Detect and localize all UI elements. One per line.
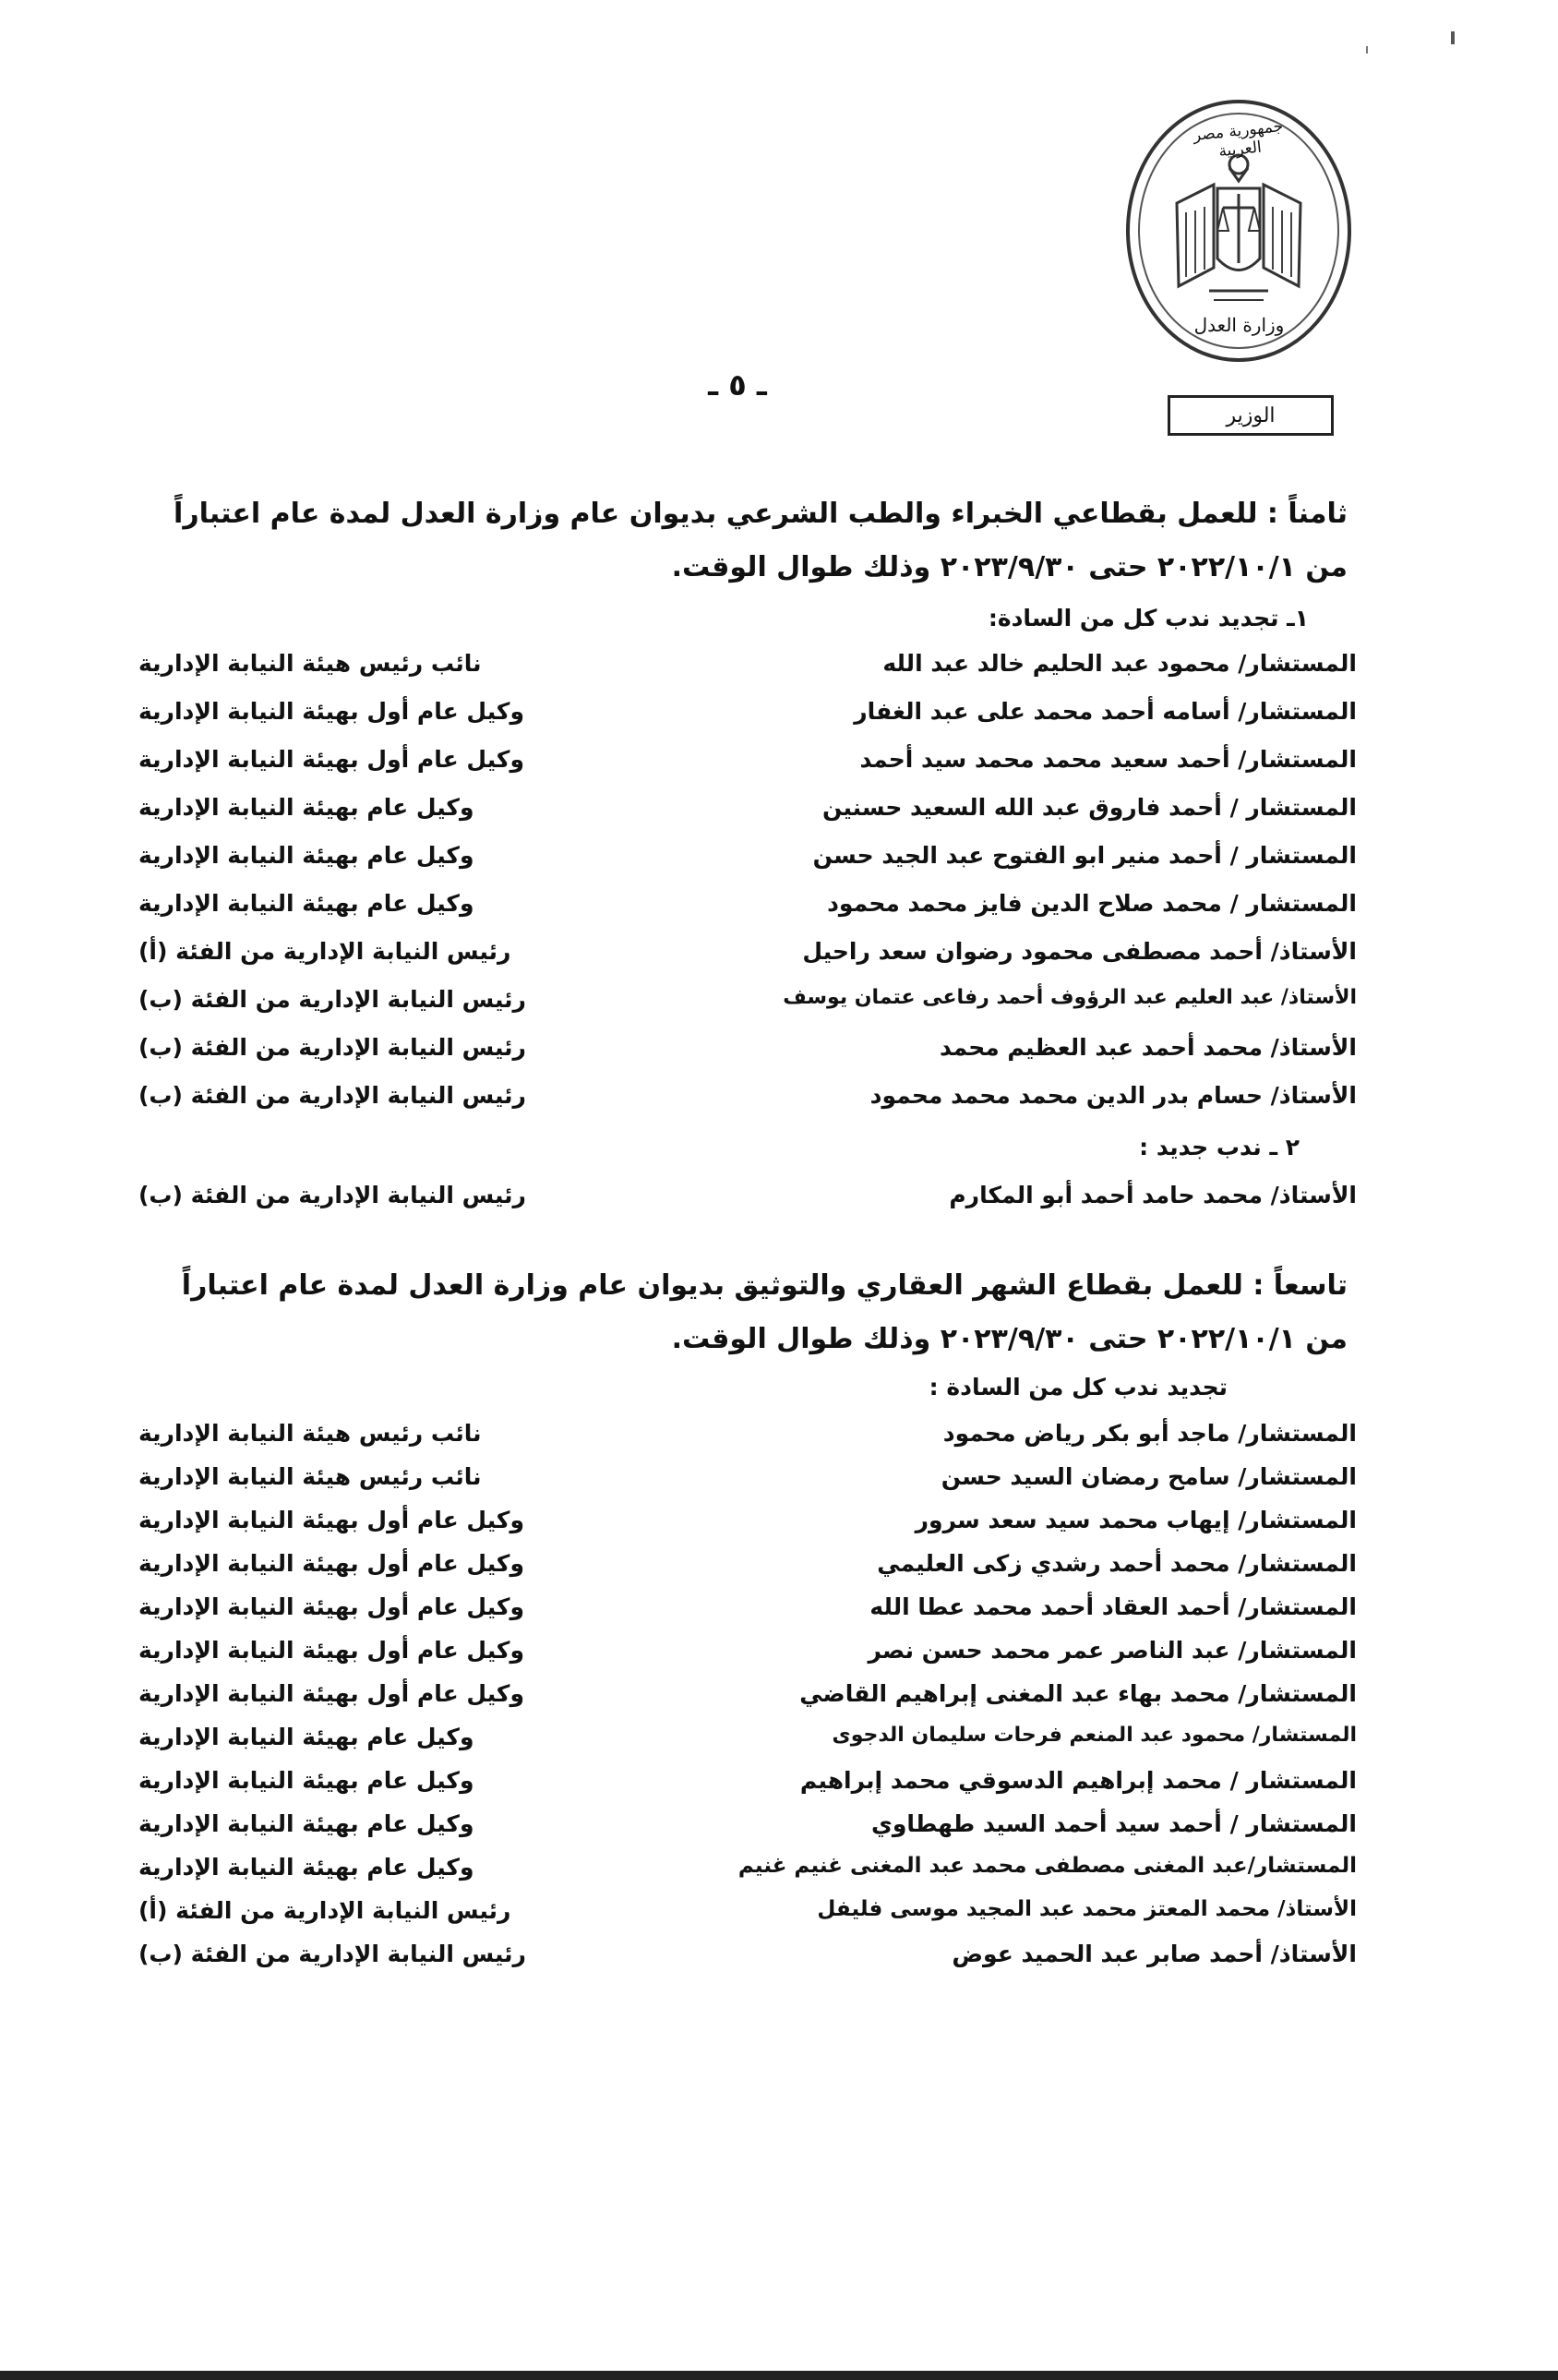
list-item: [120, 1507, 1357, 1549]
person-role: وكيل عام أول بهيئة النيابة الإدارية: [138, 1593, 524, 1620]
person-role: رئيس النيابة الإدارية من الفئة (ب): [138, 1941, 526, 1967]
person-name: المستشار/ إيهاب محمد سيد سعد سرور: [915, 1507, 1357, 1533]
person-name: الأستاذ/ عبد العليم عبد الرؤوف أحمد رفاعى عتمان يوسف: [783, 986, 1357, 1009]
person-name: المستشار/ محمود عبد المنعم فرحات سليمان الدجوى: [832, 1724, 1357, 1747]
scan-mark: [1366, 46, 1368, 54]
person-role: وكيل عام أول بهيئة النيابة الإدارية: [138, 1550, 524, 1577]
person-role: رئيس النيابة الإدارية من الفئة (أ): [138, 1897, 511, 1924]
person-role: رئيس النيابة الإدارية من الفئة (ب): [138, 986, 526, 1013]
person-name: الأستاذ/ حسام بدر الدين محمد محمد محمود: [869, 1082, 1357, 1109]
person-name: المستشار / محمد إبراهيم الدسوقي محمد إبراهيم: [799, 1767, 1357, 1794]
list-item: [120, 1593, 1357, 1636]
person-role: وكيل عام بهيئة النيابة الإدارية: [138, 1854, 474, 1881]
person-name: المستشار/ أسامه أحمد محمد على عبد الغفار: [854, 698, 1357, 725]
person-name: المستشار / أحمد فاروق عبد الله السعيد حسنين: [821, 794, 1357, 821]
person-name: الأستاذ/ أحمد صابر عبد الحميد عوض: [952, 1941, 1357, 1967]
list-item: [120, 1941, 1357, 1983]
minister-stamp: الوزير: [1168, 395, 1334, 436]
person-role: رئيس النيابة الإدارية من الفئة (ب): [138, 1034, 526, 1061]
section9-sub1: تجديد ندب كل من السادة :: [929, 1374, 1228, 1400]
list-item: [120, 1854, 1357, 1896]
section9-heading: [120, 1259, 1348, 1366]
seal-bottom-text: وزارة العدل: [1193, 314, 1285, 336]
section8-sub2: ٢ ـ ندب جديد :: [1139, 1134, 1300, 1160]
person-name: المستشار/ محمود عبد الحليم خالد عبد الله: [882, 650, 1357, 677]
person-name: الأستاذ/ محمد المعتز محمد عبد المجيد موسى فليفل: [817, 1897, 1357, 1921]
person-name: المستشار/ محمد أحمد رشدي زكى العليمي: [877, 1550, 1357, 1577]
person-role: وكيل عام بهيئة النيابة الإدارية: [138, 794, 474, 821]
list-item: [120, 698, 1357, 740]
list-item: [120, 794, 1357, 836]
person-name: الأستاذ/ محمد حامد أحمد أبو المكارم: [949, 1182, 1357, 1208]
list-item: [120, 1897, 1357, 1940]
person-role: رئيس النيابة الإدارية من الفئة (ب): [138, 1082, 526, 1109]
person-name: المستشار/ عبد الناصر عمر محمد حسن نصر: [868, 1637, 1357, 1664]
list-item: [120, 986, 1357, 1028]
section9-heading-line2: من ٢٠٢٢/١٠/١ حتى ٢٠٢٣/٩/٣٠ وذلك طوال الوقت.: [671, 1323, 1348, 1355]
person-role: نائب رئيس هيئة النيابة الإدارية: [138, 650, 482, 677]
list-item: [120, 1680, 1357, 1723]
section8-heading: [120, 487, 1348, 595]
person-name: المستشار / أحمد سيد أحمد السيد طهطاوي: [870, 1810, 1357, 1837]
person-role: وكيل عام بهيئة النيابة الإدارية: [138, 890, 474, 917]
person-role: نائب رئيس هيئة النيابة الإدارية: [138, 1463, 482, 1490]
list-item: [120, 746, 1357, 788]
list-item: [120, 1637, 1357, 1679]
list-item: [120, 1550, 1357, 1593]
seal-top-text: جمهورية مصر العربية: [1192, 117, 1285, 162]
person-role: رئيس النيابة الإدارية من الفئة (ب): [138, 1182, 526, 1208]
list-item: [120, 1420, 1357, 1462]
person-name: المستشار/ سامح رمضان السيد حسن: [941, 1463, 1357, 1490]
person-name: المستشار / أحمد منير ابو الفتوح عبد الجيد حسن: [812, 842, 1357, 869]
person-role: رئيس النيابة الإدارية من الفئة (أ): [138, 938, 511, 965]
person-name: الأستاذ/ أحمد مصطفى محمود رضوان سعد راحيل: [802, 938, 1357, 965]
person-role: وكيل عام أول بهيئة النيابة الإدارية: [138, 698, 524, 725]
person-name: الأستاذ/ محمد أحمد عبد العظيم محمد: [940, 1034, 1357, 1061]
person-name: المستشار/ أحمد العقاد أحمد محمد عطا الله: [869, 1593, 1357, 1620]
person-role: وكيل عام أول بهيئة النيابة الإدارية: [138, 746, 524, 773]
person-role: وكيل عام بهيئة النيابة الإدارية: [138, 1767, 474, 1794]
section8-heading-line1: ثامناً : للعمل بقطاعي الخبراء والطب الشرعي بديوان عام وزارة العدل لمدة عام اعتباراً: [174, 498, 1348, 530]
person-name: المستشار / محمد صلاح الدين فايز محمد محمود: [827, 890, 1357, 917]
person-name: المستشار/ أحمد سعيد محمد محمد سيد أحمد: [859, 746, 1357, 773]
list-item: [120, 938, 1357, 980]
section9-heading-line1: تاسعاً : للعمل بقطاع الشهر العقاري والتوثيق بديوان عام وزارة العدل لمدة عام اعتباراً: [181, 1269, 1348, 1302]
scan-mark: [1451, 31, 1455, 44]
person-role: وكيل عام أول بهيئة النيابة الإدارية: [138, 1637, 524, 1664]
list-item: [120, 1810, 1357, 1853]
person-role: وكيل عام بهيئة النيابة الإدارية: [138, 842, 474, 869]
person-role: وكيل عام بهيئة النيابة الإدارية: [138, 1724, 474, 1750]
list-item: [120, 1034, 1357, 1076]
person-role: وكيل عام بهيئة النيابة الإدارية: [138, 1810, 474, 1837]
person-role: وكيل عام أول بهيئة النيابة الإدارية: [138, 1507, 524, 1533]
list-item: [120, 1724, 1357, 1766]
person-name: المستشار/عبد المغنى مصطفى محمد عبد المغنى غنيم غنيم: [737, 1854, 1357, 1878]
page-number: ـ ٥ ـ: [708, 367, 767, 403]
person-role: وكيل عام أول بهيئة النيابة الإدارية: [138, 1680, 524, 1707]
person-role: نائب رئيس هيئة النيابة الإدارية: [138, 1420, 482, 1447]
section8-sub1: ١ـ تجديد ندب كل من السادة:: [988, 605, 1309, 631]
list-item: [120, 842, 1357, 884]
scan-border: [0, 2371, 1558, 2380]
list-item: [120, 890, 1357, 932]
list-item: [120, 1767, 1357, 1809]
list-item: [120, 1082, 1357, 1124]
person-name: المستشار/ محمد بهاء عبد المغنى إبراهيم القاضي: [799, 1680, 1357, 1707]
section8-heading-line2: من ٢٠٢٢/١٠/١ حتى ٢٠٢٣/٩/٣٠ وذلك طوال الوقت.: [671, 551, 1348, 583]
person-name: المستشار/ ماجد أبو بكر رياض محمود: [942, 1420, 1357, 1447]
list-item: [120, 1182, 1357, 1224]
list-item: [120, 650, 1357, 692]
ministry-seal: [1121, 92, 1357, 379]
list-item: [120, 1463, 1357, 1506]
